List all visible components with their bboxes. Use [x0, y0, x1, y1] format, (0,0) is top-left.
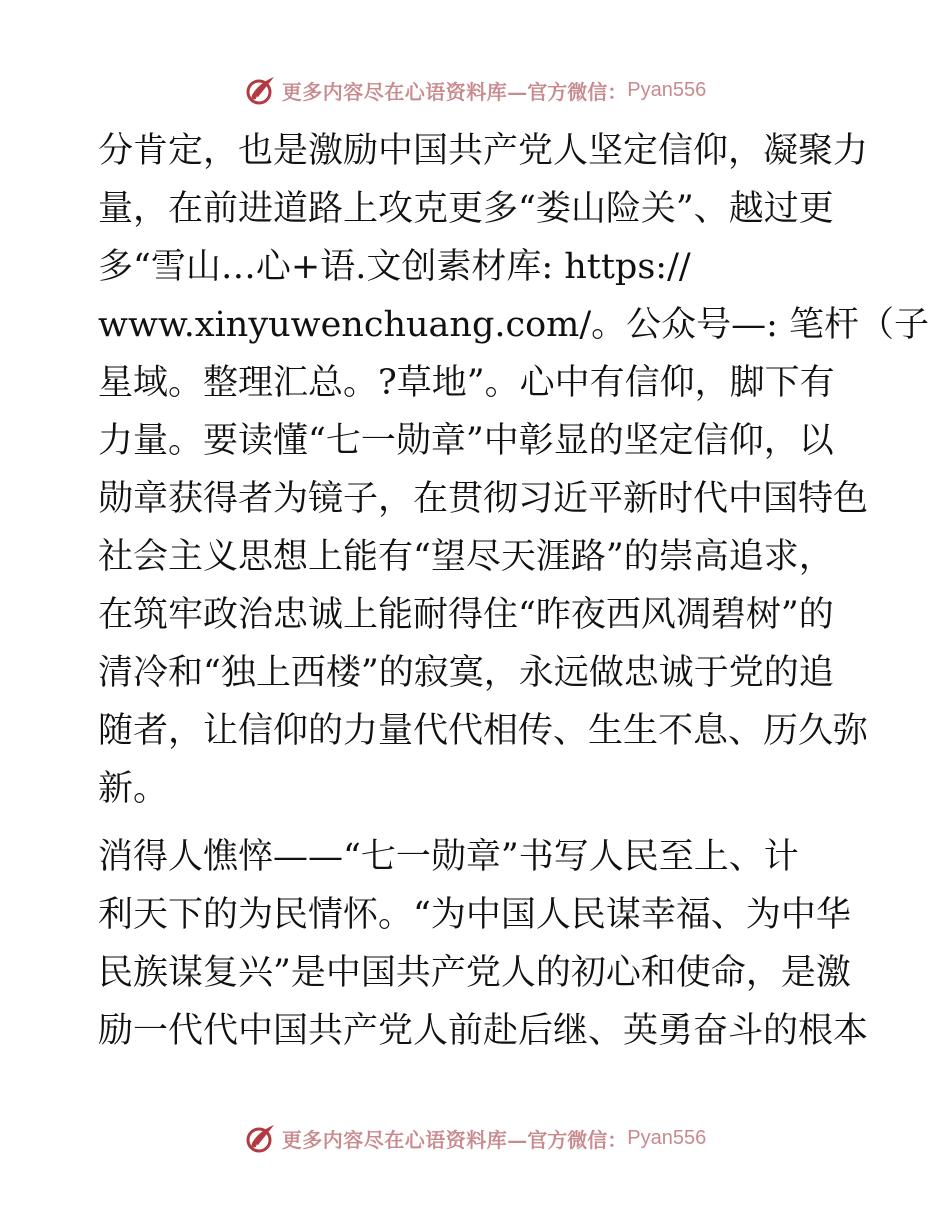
- text-line: 随者，让信仰的力量代代相传、生生不息、历久弥: [98, 711, 869, 751]
- text-line: 分肯定，也是激励中国共产党人坚定信仰，凝聚力: [98, 131, 869, 171]
- paragraph-2: [98, 828, 869, 1060]
- text-line: 星域。整理汇总。?草地”。心中有信仰，脚下有: [98, 363, 835, 403]
- text-line: www.xinyuwenchuang.com/。公众号—: 笔杆（子: [98, 305, 930, 345]
- brush-logo-icon: [244, 73, 278, 107]
- header-site-text: 更多内容尽在心语资料库: [281, 79, 508, 104]
- header-wechat-id: Pyan556: [627, 78, 707, 101]
- text-line: 多“雪山…心+语.文创素材库: https://: [98, 247, 691, 287]
- footer-site-text: 更多内容尽在心语资料库: [281, 1127, 508, 1152]
- footer-wechat-id: Pyan556: [627, 1126, 707, 1149]
- text-line: 民族谋复兴”是中国共产党人的初心和使命，是激: [98, 953, 851, 993]
- text-line: 消得人憔悴——“七一勋章”书写人民至上、计: [98, 837, 799, 877]
- text-line: 量，在前进道路上攻克更多“娄山险关”、越过更: [98, 189, 834, 229]
- text-line: 勋章获得者为镜子，在贯彻习近平新时代中国特色: [98, 479, 869, 519]
- header-wechat-label: —官方微信：: [507, 79, 628, 104]
- header-banner: [0, 70, 950, 110]
- text-line: 力量。要读懂“七一勋章”中彰显的坚定信仰，以: [98, 421, 834, 461]
- brush-logo-icon: [244, 1121, 278, 1155]
- footer-wechat-label: —官方微信：: [507, 1127, 628, 1152]
- text-line: 社会主义思想上能有“望尽天涯路”的崇高追求，: [98, 537, 834, 577]
- text-line: 新。: [98, 769, 169, 809]
- text-line: 励一代代中国共产党人前赴后继、英勇奋斗的根本: [98, 1011, 869, 1051]
- text-line: 清冷和“独上西楼”的寂寞，永远做忠诚于党的追: [98, 653, 834, 693]
- paragraph-gap: [98, 818, 858, 828]
- document-body: [98, 122, 930, 1060]
- text-line: 在筑牢政治忠诚上能耐得住“昨夜西风凋碧树”的: [98, 595, 834, 635]
- footer-banner: [0, 1118, 950, 1158]
- text-line: 利天下的为民情怀。“为中国人民谋幸福、为中华: [98, 895, 851, 935]
- paragraph-1: [98, 122, 930, 818]
